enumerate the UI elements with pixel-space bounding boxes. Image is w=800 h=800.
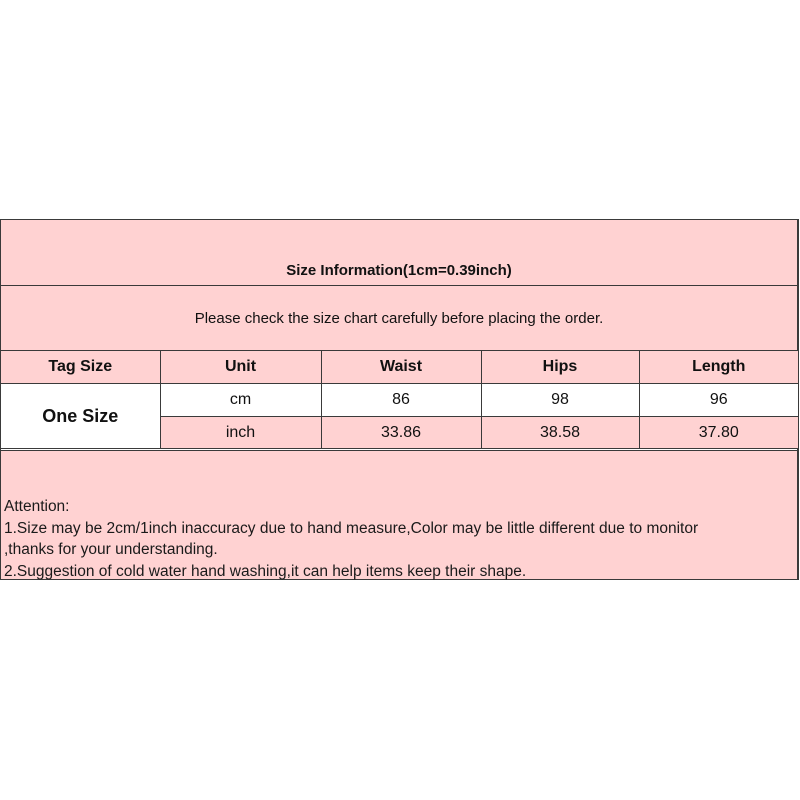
size-info-title-row [1, 220, 797, 286]
attention-heading: Attention: [4, 498, 70, 515]
attention-line-3: 2.Suggestion of cold water hand washing,it can help items keep their shape. [4, 562, 527, 580]
attention-line-1: 1.Size may be 2cm/1inch inaccuracy due to hand measure,Color may be little different due to monitor [4, 519, 699, 537]
header-unit: Unit [160, 351, 321, 384]
size-chart-sheet [0, 219, 799, 580]
notice-text: Please check the size chart carefully before placing the order. [194, 309, 604, 327]
attention-line-2: ,thanks for your understanding. [4, 541, 218, 558]
length-inch: 37.80 [639, 417, 798, 449]
header-length: Length [639, 351, 798, 384]
hips-cm: 98 [481, 384, 639, 417]
header-tag-size: Tag Size [1, 351, 160, 384]
unit-cm: cm [160, 384, 321, 417]
length-cm: 96 [639, 384, 798, 417]
header-hips: Hips [481, 351, 639, 384]
waist-inch: 33.86 [321, 417, 481, 449]
size-table [1, 351, 798, 449]
notice-row [1, 286, 797, 351]
table-row-cm [1, 384, 798, 417]
unit-inch: inch [160, 417, 321, 449]
size-info-title: Size Information(1cm=0.39inch) [286, 262, 512, 279]
tag-size-value: One Size [1, 384, 160, 449]
header-waist: Waist [321, 351, 481, 384]
attention-notes [1, 450, 797, 579]
hips-inch: 38.58 [481, 417, 639, 449]
waist-cm: 86 [321, 384, 481, 417]
table-header-row [1, 351, 798, 384]
